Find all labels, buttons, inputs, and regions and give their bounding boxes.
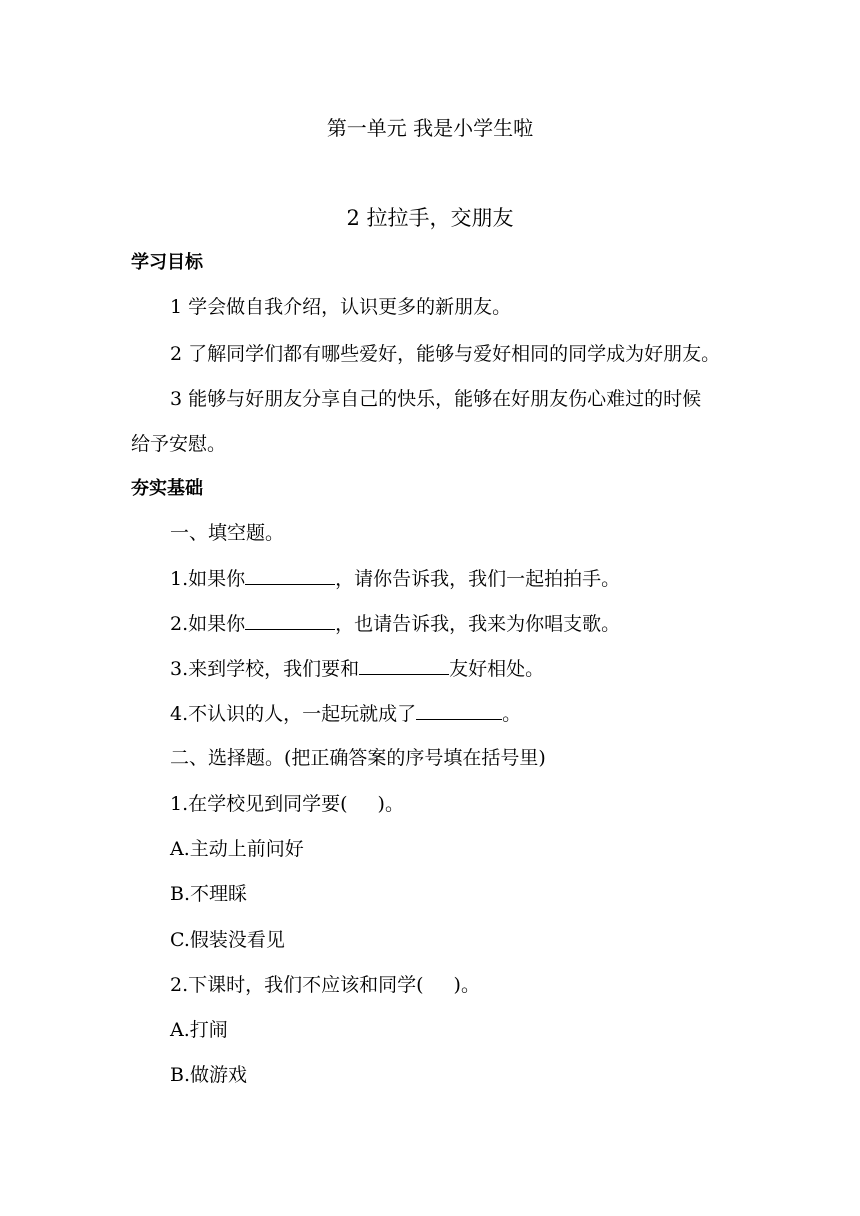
question-text-before: 3.来到学校，我们要和 (170, 658, 360, 680)
question-text-before: 2.如果你 (170, 613, 246, 635)
fill-blank-question-2 (170, 611, 620, 636)
objective-item: 1 学会做自我介绍，认识更多的新朋友。 (170, 296, 512, 318)
question-stem-before: 2.下课时，我们不应该和同学( (170, 974, 424, 996)
question-text-after: ，请你告诉我，我们一起拍拍手。 (335, 568, 621, 590)
question-stem-after: )。 (377, 793, 404, 815)
choice-option: B.不理睬 (170, 883, 248, 905)
choice-option: C.假装没看见 (170, 929, 285, 951)
question-text-after: 友好相处。 (449, 658, 545, 680)
objective-item: 2 了解同学们都有哪些爱好，能够与爱好相同的同学成为好朋友。 (170, 343, 721, 365)
fill-blank-question-4 (170, 701, 521, 726)
question-text-before: 1.如果你 (170, 568, 246, 590)
fill-blank-question-1 (170, 566, 620, 591)
objective-item-continuation: 给予安慰。 (131, 433, 227, 455)
question-stem-after: )。 (453, 974, 480, 996)
question-text-after: 。 (502, 703, 522, 725)
fill-blank-question-3 (170, 656, 544, 681)
question-text-before: 4.不认识的人，一起玩就成了 (170, 703, 417, 725)
fill-blank-section-title: 一、填空题。 (170, 522, 285, 544)
basics-heading: 夯实基础 (131, 478, 203, 499)
choice-option: A.主动上前问好 (170, 838, 304, 860)
choice-option: A.打闹 (170, 1019, 228, 1041)
answer-blank[interactable] (245, 611, 335, 630)
answer-blank[interactable] (416, 701, 502, 720)
choice-section-title: 二、选择题。(把正确答案的序号填在括号里) (170, 747, 546, 769)
objectives-heading: 学习目标 (131, 252, 203, 273)
choice-question-1 (170, 792, 404, 816)
unit-title: 第一单元 我是小学生啦 (326, 116, 534, 140)
lesson-title: 2 拉拉手，交朋友 (346, 206, 514, 230)
question-stem-before: 1.在学校见到同学要( (170, 793, 348, 815)
choice-question-2 (170, 973, 480, 997)
answer-blank[interactable] (359, 656, 449, 675)
choice-option: B.做游戏 (170, 1064, 248, 1086)
question-text-after: ，也请告诉我，我来为你唱支歌。 (335, 613, 621, 635)
objective-item: 3 能够与好朋友分享自己的快乐，能够在好朋友伤心难过的时候 (170, 388, 702, 410)
answer-blank[interactable] (245, 566, 335, 585)
